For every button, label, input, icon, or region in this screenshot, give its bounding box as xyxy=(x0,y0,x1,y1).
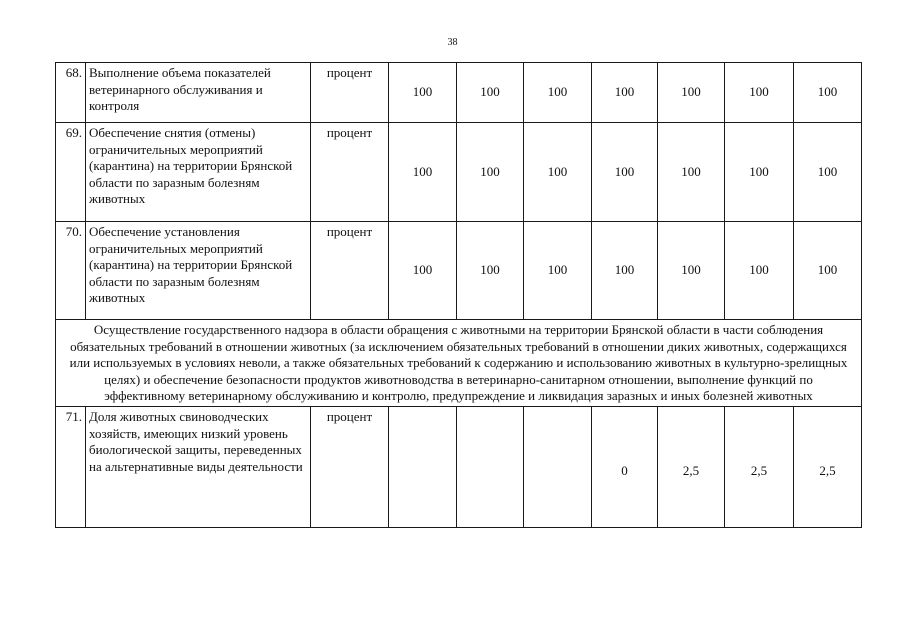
value-cell: 100 xyxy=(592,63,658,123)
value-cell xyxy=(524,406,592,527)
row-number: 70. xyxy=(56,222,86,320)
row-number: 71. xyxy=(56,406,86,527)
value-cell: 100 xyxy=(658,63,725,123)
value-cell: 100 xyxy=(794,123,862,222)
value-cell: 100 xyxy=(389,63,457,123)
value-cell xyxy=(457,406,524,527)
table-row xyxy=(56,406,862,527)
value-cell: 100 xyxy=(389,222,457,320)
value-cell: 100 xyxy=(457,63,524,123)
value-cell: 100 xyxy=(592,123,658,222)
value-cell: 100 xyxy=(389,123,457,222)
value-cell: 100 xyxy=(658,123,725,222)
indicator-name: Доля животных свиноводческих хозяйств, имеющих низкий уровень биологической защиты, переведенных на альтернативные виды деятельности xyxy=(86,406,311,527)
value-cell: 0 xyxy=(592,406,658,527)
value-cell: 2,5 xyxy=(794,406,862,527)
value-cell: 100 xyxy=(794,63,862,123)
unit-cell: процент xyxy=(311,123,389,222)
row-number: 68. xyxy=(56,63,86,123)
page-number: 38 xyxy=(447,37,458,48)
indicators-table xyxy=(55,62,862,528)
table-row xyxy=(56,222,862,320)
value-cell: 100 xyxy=(725,222,794,320)
unit-cell: процент xyxy=(311,406,389,527)
value-cell: 2,5 xyxy=(725,406,794,527)
value-cell: 100 xyxy=(592,222,658,320)
table-row xyxy=(56,123,862,222)
indicator-name: Выполнение объема показателей ветеринарного обслуживания и контроля xyxy=(86,63,311,123)
table-row xyxy=(56,63,862,123)
value-cell: 2,5 xyxy=(658,406,725,527)
unit-cell: процент xyxy=(311,222,389,320)
value-cell: 100 xyxy=(457,123,524,222)
value-cell: 100 xyxy=(725,123,794,222)
section-header-row xyxy=(56,320,862,407)
value-cell: 100 xyxy=(658,222,725,320)
value-cell: 100 xyxy=(794,222,862,320)
unit-cell: процент xyxy=(311,63,389,123)
section-header: Осуществление государственного надзора в области обращения с животными на территории Брянской области в части соблюдения обязательных требований в отношении животных (за исключением обязательных требований в отношении диких животных, содержащихся или используемых в условиях неволи, а также обязательных требований к содержанию и использованию животных в культурно-зрелищных целях) и обеспечение безопасности продуктов животноводства в ветеринарно-санитарном отношении, выполнение функций по эффективному ветеринарному обслуживанию и контролю, предупреждение и ликвидация заразных и иных болезней животных xyxy=(56,320,862,407)
value-cell: 100 xyxy=(725,63,794,123)
value-cell: 100 xyxy=(524,222,592,320)
row-number: 69. xyxy=(56,123,86,222)
value-cell xyxy=(389,406,457,527)
indicator-name: Обеспечение снятия (отмены) ограничительных мероприятий (карантина) на территории Брянской области по заразным болезням животных xyxy=(86,123,311,222)
value-cell: 100 xyxy=(524,123,592,222)
value-cell: 100 xyxy=(457,222,524,320)
value-cell: 100 xyxy=(524,63,592,123)
indicator-name: Обеспечение установления ограничительных мероприятий (карантина) на территории Брянской области по заразным болезням животных xyxy=(86,222,311,320)
